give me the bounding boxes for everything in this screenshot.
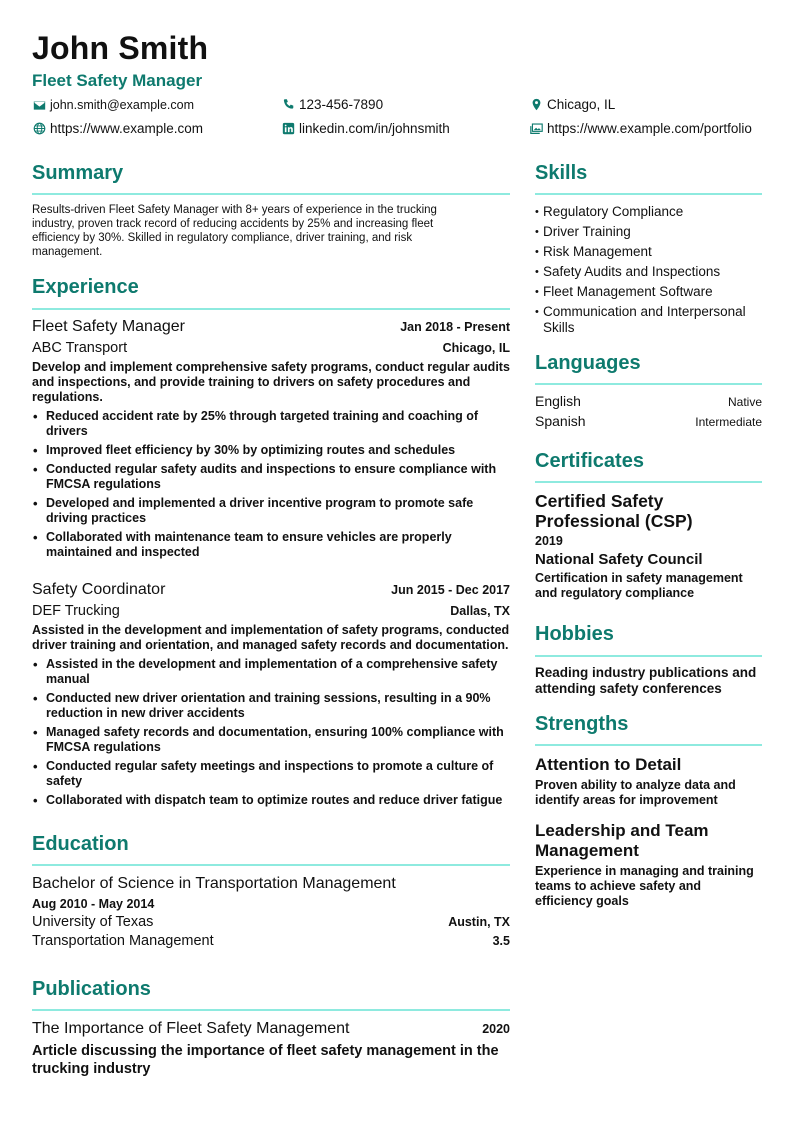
strength-name: Attention to Detail xyxy=(535,755,682,774)
experience-heading: Experience xyxy=(32,276,139,298)
certificate-year: 2019 xyxy=(535,534,563,548)
globe-icon xyxy=(32,122,46,136)
skill-item: • Risk Management xyxy=(535,244,762,260)
publications-divider xyxy=(32,1009,510,1011)
highlight-item: • Conducted new driver orientation and training sessions, resulting in a 90% reduction in new driver accidents xyxy=(32,691,510,721)
job-location: Chicago, IL xyxy=(442,341,510,355)
skill-item: • Safety Audits and Inspections xyxy=(535,264,762,280)
location-icon xyxy=(529,98,543,112)
job-company: ABC Transport xyxy=(32,340,128,356)
phone-icon xyxy=(281,98,295,112)
highlight-item: • Reduced accident rate by 25% through targeted training and coaching of drivers xyxy=(32,409,510,439)
publications-heading: Publications xyxy=(32,978,151,1000)
certificates-heading: Certificates xyxy=(535,450,644,472)
strengths-heading: Strengths xyxy=(535,713,629,735)
education-entry xyxy=(32,875,510,949)
language-item xyxy=(535,393,762,409)
job-description: Assisted in the development and implementation of safety programs, conducted driver training and orientation, and managed safety records and documentation. xyxy=(32,623,510,652)
language-level: Intermediate xyxy=(695,415,762,429)
candidate-name: John Smith xyxy=(32,30,209,66)
publication-description: Article discussing the importance of fleet safety management in the trucking industry xyxy=(32,1043,499,1077)
contact-website[interactable] xyxy=(32,121,203,136)
strength-name: Leadership and Team Management xyxy=(535,821,709,860)
certificate-issuer: National Safety Council xyxy=(535,551,703,568)
language-name: English xyxy=(535,393,581,409)
linkedin-link: linkedin.com/in/johnsmith xyxy=(299,121,450,136)
skills-list xyxy=(535,204,762,340)
experience-entry-2 xyxy=(32,581,510,812)
certificate-name: Certified Safety Professional (CSP) xyxy=(535,491,693,531)
email-text: john.smith@example.com xyxy=(50,98,194,112)
linkedin-icon xyxy=(281,122,295,136)
language-level: Native xyxy=(727,395,762,409)
highlight-item: • Managed safety records and documentation, ensuring 100% compliance with FMCSA regulations xyxy=(32,725,510,755)
education-dates: Aug 2010 - May 2014 xyxy=(32,897,155,911)
languages-divider xyxy=(535,383,762,385)
highlight-item: • Collaborated with maintenance team to ensure vehicles are properly maintained and inspected xyxy=(32,530,510,560)
hobbies-divider xyxy=(535,655,762,657)
strength-description: Proven ability to analyze data and identify areas for improvement xyxy=(535,778,736,807)
skill-item: • Communication and Interpersonal Skills xyxy=(535,304,762,336)
highlight-item: • Collaborated with dispatch team to optimize routes and reduce driver fatigue xyxy=(32,793,510,808)
website-link: https://www.example.com xyxy=(50,121,204,136)
publication-title: The Importance of Fleet Safety Management xyxy=(32,1020,350,1037)
contact-phone[interactable] xyxy=(281,97,383,112)
skills-heading: Skills xyxy=(535,162,588,184)
job-company: DEF Trucking xyxy=(32,603,120,619)
portfolio-icon xyxy=(529,122,543,136)
portfolio-link: https://www.example.com/portfolio xyxy=(547,121,752,136)
publication-year: 2020 xyxy=(482,1022,510,1036)
skill-item: • Driver Training xyxy=(535,224,762,240)
language-item xyxy=(535,413,762,429)
phone-text: 123-456-7890 xyxy=(299,97,384,112)
education-score: 3.5 xyxy=(492,934,510,948)
education-degree: Bachelor of Science in Transportation Management xyxy=(32,875,396,892)
job-title: Fleet Safety Manager xyxy=(32,318,185,335)
certificate-entry xyxy=(535,491,762,601)
strengths-divider xyxy=(535,744,762,746)
contact-portfolio[interactable] xyxy=(529,121,752,136)
summary-text: Results-driven Fleet Safety Manager with 8+ years of experience in the trucking industry, proven track record of reducing accidents by 25% and increasing fleet efficiency by 30%. Skilled in regulatory compliance, driver training, and risk management. xyxy=(32,204,437,258)
experience-divider xyxy=(32,308,510,310)
hobby-item: Reading industry publications and attending safety conferences xyxy=(535,665,757,696)
skill-item: • Fleet Management Software xyxy=(535,284,762,300)
summary-divider xyxy=(32,193,510,195)
strength-description: Experience in managing and training teams to achieve safety and efficiency goals xyxy=(535,864,754,908)
job-description: Develop and implement comprehensive safety programs, conduct regular audits and inspections, and provide training to drivers on safety procedures and regulations. xyxy=(32,360,510,404)
contact-linkedin[interactable] xyxy=(281,121,450,136)
hobbies-heading: Hobbies xyxy=(535,623,614,645)
strength-entry-2 xyxy=(535,821,762,909)
candidate-role: Fleet Safety Manager xyxy=(32,71,203,90)
contact-location xyxy=(529,97,615,112)
job-highlights xyxy=(32,657,510,808)
strength-entry-1 xyxy=(535,755,762,808)
highlight-item: • Conducted regular safety audits and inspections to ensure compliance with FMCSA regulations xyxy=(32,462,510,492)
languages-heading: Languages xyxy=(535,352,641,374)
highlight-item: • Developed and implemented a driver incentive program to promote safe driving practices xyxy=(32,496,510,526)
experience-entry-1 xyxy=(32,318,510,564)
certificate-description: Certification in safety management and regulatory compliance xyxy=(535,571,743,600)
email-icon xyxy=(32,98,46,112)
job-dates: Jan 2018 - Present xyxy=(400,320,510,334)
highlight-item: • Assisted in the development and implementation of a comprehensive safety manual xyxy=(32,657,510,687)
certificates-divider xyxy=(535,481,762,483)
skills-divider xyxy=(535,193,762,195)
language-name: Spanish xyxy=(535,413,586,429)
education-school: University of Texas xyxy=(32,914,154,930)
location-text: Chicago, IL xyxy=(547,97,616,112)
education-divider xyxy=(32,864,510,866)
education-area: Transportation Management xyxy=(32,933,214,949)
job-highlights xyxy=(32,409,510,560)
languages-list xyxy=(535,393,762,433)
job-title: Safety Coordinator xyxy=(32,581,166,598)
job-dates: Jun 2015 - Dec 2017 xyxy=(391,583,510,597)
education-heading: Education xyxy=(32,833,129,855)
summary-heading: Summary xyxy=(32,162,124,184)
education-location: Austin, TX xyxy=(448,915,510,929)
highlight-item: • Conducted regular safety meetings and inspections to promote a culture of safety xyxy=(32,759,510,789)
job-location: Dallas, TX xyxy=(450,604,510,618)
contact-email[interactable] xyxy=(32,98,194,112)
publication-entry xyxy=(32,1020,510,1078)
highlight-item: • Improved fleet efficiency by 30% by optimizing routes and schedules xyxy=(32,443,510,458)
skill-item: • Regulatory Compliance xyxy=(535,204,762,220)
